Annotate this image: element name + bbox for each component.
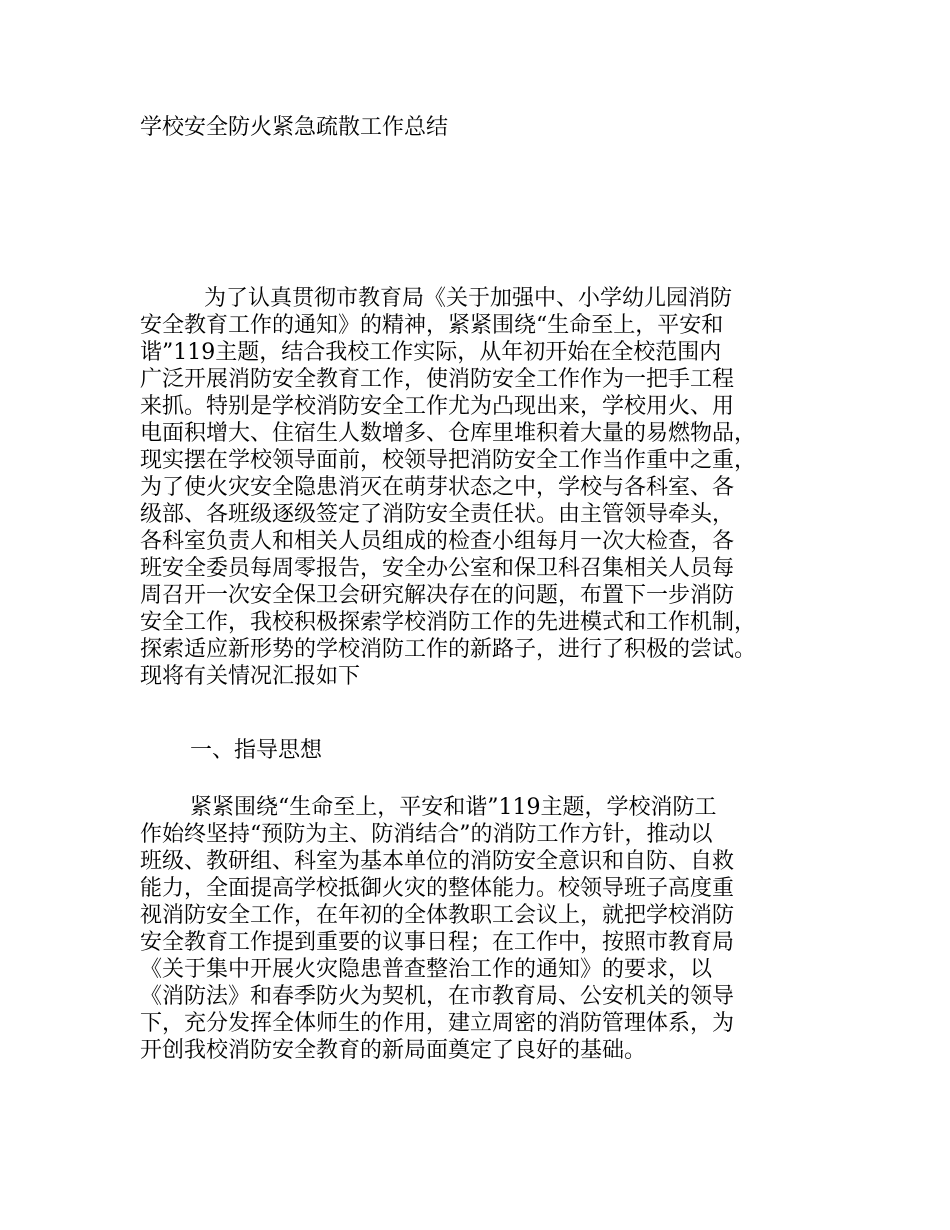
paragraph-line: 为了使火灾安全隐患消灭在萌芽状态之中，学校与各科室、各 — [140, 475, 735, 500]
paragraph-line: 安全教育工作的通知》的精神，紧紧围绕“生命至上，平安和 — [140, 313, 724, 338]
paragraph-line: 探索适应新形势的学校消防工作的新路子，进行了积极的尝试。 — [140, 637, 757, 662]
intro-paragraph — [140, 285, 840, 690]
paragraph-line: 《关于集中开展火灾隐患普查整治工作的通知》的要求，以 — [140, 957, 713, 982]
paragraph-line: 广泛开展消防安全教育工作，使消防安全工作作为一把手工程 — [140, 367, 735, 392]
paragraph-line: 下，充分发挥全体师生的作用，建立周密的消防管理体系，为 — [140, 1011, 735, 1036]
paragraph-line: 现将有关情况汇报如下 — [140, 664, 361, 689]
paragraph-line: 《消防法》和春季防火为契机，在市教育局、公安机关的领导 — [140, 984, 735, 1009]
paragraph-line: 周召开一次安全保卫会研究解决存在的问题，布置下一步消防 — [140, 583, 735, 608]
paragraph-line: 级部、各班级逐级签定了消防安全责任状。由主管领导牵头， — [140, 502, 735, 527]
document-title: 学校安全防火紧急疏散工作总结 — [140, 115, 449, 140]
paragraph-line: 安全工作，我校积极探索学校消防工作的先进模式和工作机制， — [140, 610, 757, 635]
paragraph-line: 为了认真贯彻市教育局《关于加强中、小学幼儿园消防 — [204, 286, 733, 311]
paragraph-line: 现实摆在学校领导面前，校领导把消防安全工作当作重中之重， — [140, 448, 757, 473]
paragraph-line: 作始终坚持“预防为主、防消结合”的消防工作方针，推动以 — [140, 822, 713, 847]
paragraph-line: 班级、教研组、科室为基本单位的消防安全意识和自防、自救 — [140, 849, 735, 874]
paragraph-line: 安全教育工作提到重要的议事日程；在工作中，按照市教育局 — [140, 930, 735, 955]
paragraph-line: 班安全委员每周零报告，安全办公室和保卫科召集相关人员每 — [140, 556, 735, 581]
paragraph-line: 电面积增大、住宿生人数增多、仓库里堆积着大量的易燃物品， — [140, 421, 757, 446]
paragraph-line: 来抓。特别是学校消防安全工作尤为凸现出来，学校用火、用 — [140, 394, 735, 419]
paragraph-line: 能力，全面提高学校抵御火灾的整体能力。校领导班子高度重 — [140, 876, 735, 901]
paragraph-line: 视消防安全工作，在年初的全体教职工会议上，就把学校消防 — [140, 903, 735, 928]
guiding-principles-paragraph — [140, 794, 840, 1064]
section-heading: 一、指导思想 — [190, 738, 323, 763]
paragraph-line: 紧紧围绕“生命至上，平安和谐”119主题，学校消防工 — [190, 795, 717, 820]
paragraph-line: 谐”119主题，结合我校工作实际，从年初开始在全校范围内 — [140, 340, 722, 365]
paragraph-line: 开创我校消防安全教育的新局面奠定了良好的基础。 — [140, 1038, 647, 1063]
paragraph-line: 各科室负责人和相关人员组成的检查小组每月一次大检查，各 — [140, 529, 735, 554]
